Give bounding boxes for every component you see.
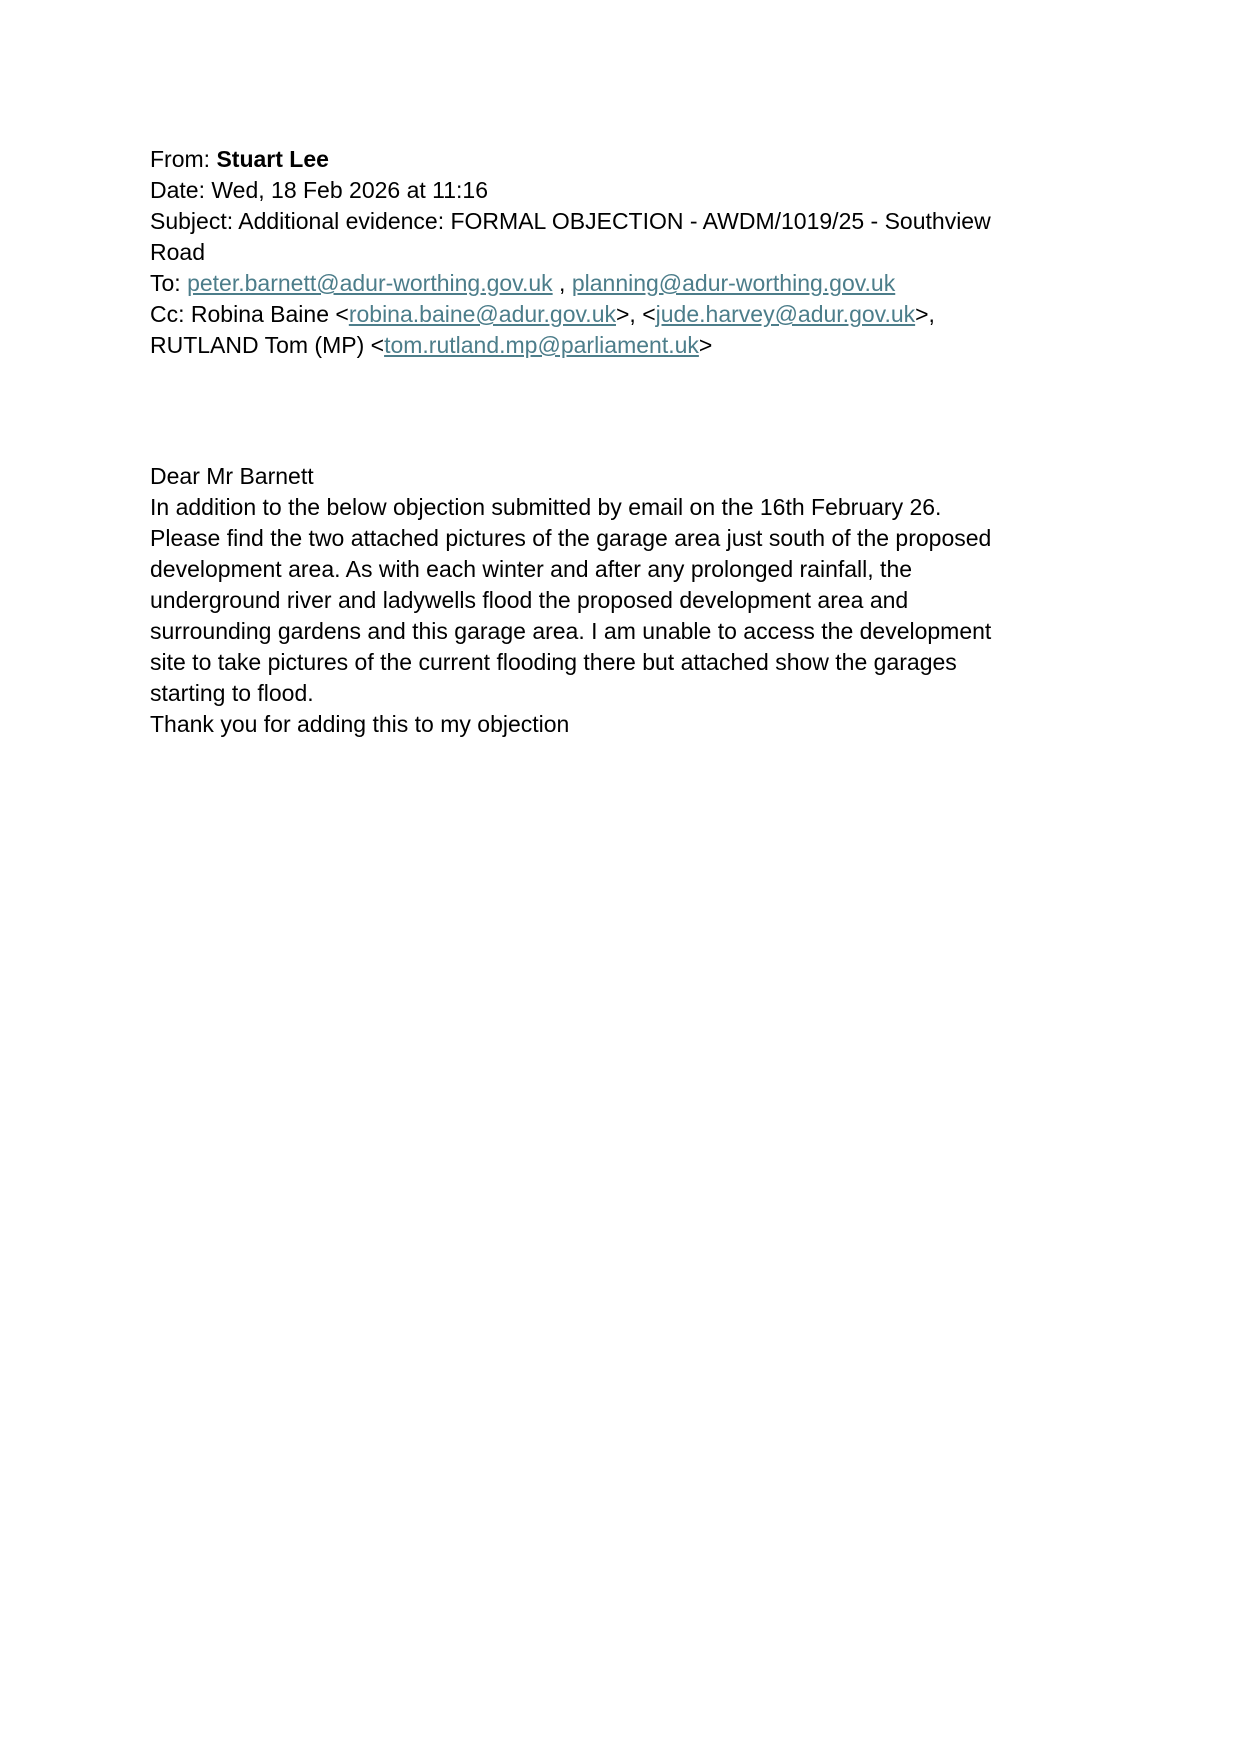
subject-label: Subject: [150,208,234,234]
cc-separator-1: >, < [616,301,656,327]
email-header [150,144,1010,361]
sender-name: Stuart Lee [216,146,329,172]
to-link-planning[interactable]: planning@adur-worthing.gov.uk [571,270,896,296]
subject-value: Additional evidence: FORMAL OBJECTION - AWDM/1019/25 - Southview Road [150,208,991,265]
date-line [150,175,1010,206]
salutation: Dear Mr Barnett [150,463,314,489]
to-link-peter-barnett[interactable]: peter.barnett@adur-worthing.gov.uk [187,270,553,296]
cc-line [150,299,1010,361]
to-separator: , [559,270,566,296]
email-content [150,144,1010,740]
subject-line [150,206,1010,268]
cc-name-robina-baine: Robina Baine < [190,301,349,327]
body-paragraph-1: In addition to the below objection submitted by email on the 16th February 26. [150,494,942,520]
cc-name-rutland-tom: RUTLAND Tom (MP) < [150,332,385,358]
cc-separator-2: >, [915,301,935,327]
cc-link-robina-baine[interactable]: robina.baine@adur.gov.uk [348,301,616,327]
cc-link-jude-harvey[interactable]: jude.harvey@adur.gov.uk [655,301,916,327]
cc-label: Cc: [150,301,185,327]
cc-link-tom-rutland[interactable]: tom.rutland.mp@parliament.uk [384,332,699,358]
date-label: Date: [150,177,205,203]
cc-suffix: > [698,332,713,358]
body-paragraph-3: Thank you for adding this to my objection [150,711,570,737]
to-label: To: [150,270,181,296]
body-paragraph-2: Please find the two attached pictures of the garage area just south of the proposed development area. As with each winter and after any prolonged rainfall, the underground river and ladywells flood the proposed development area and surrounding gardens and this garage area. I am unable to access the development site to take pictures of the current flooding there but attached show the garages starting to flood. [150,525,992,706]
from-line [150,144,1010,175]
from-label: From: [150,146,211,172]
date-value: Wed, 18 Feb 2026 at 11:16 [211,177,489,203]
email-body [150,461,1010,740]
to-line [150,268,1010,299]
